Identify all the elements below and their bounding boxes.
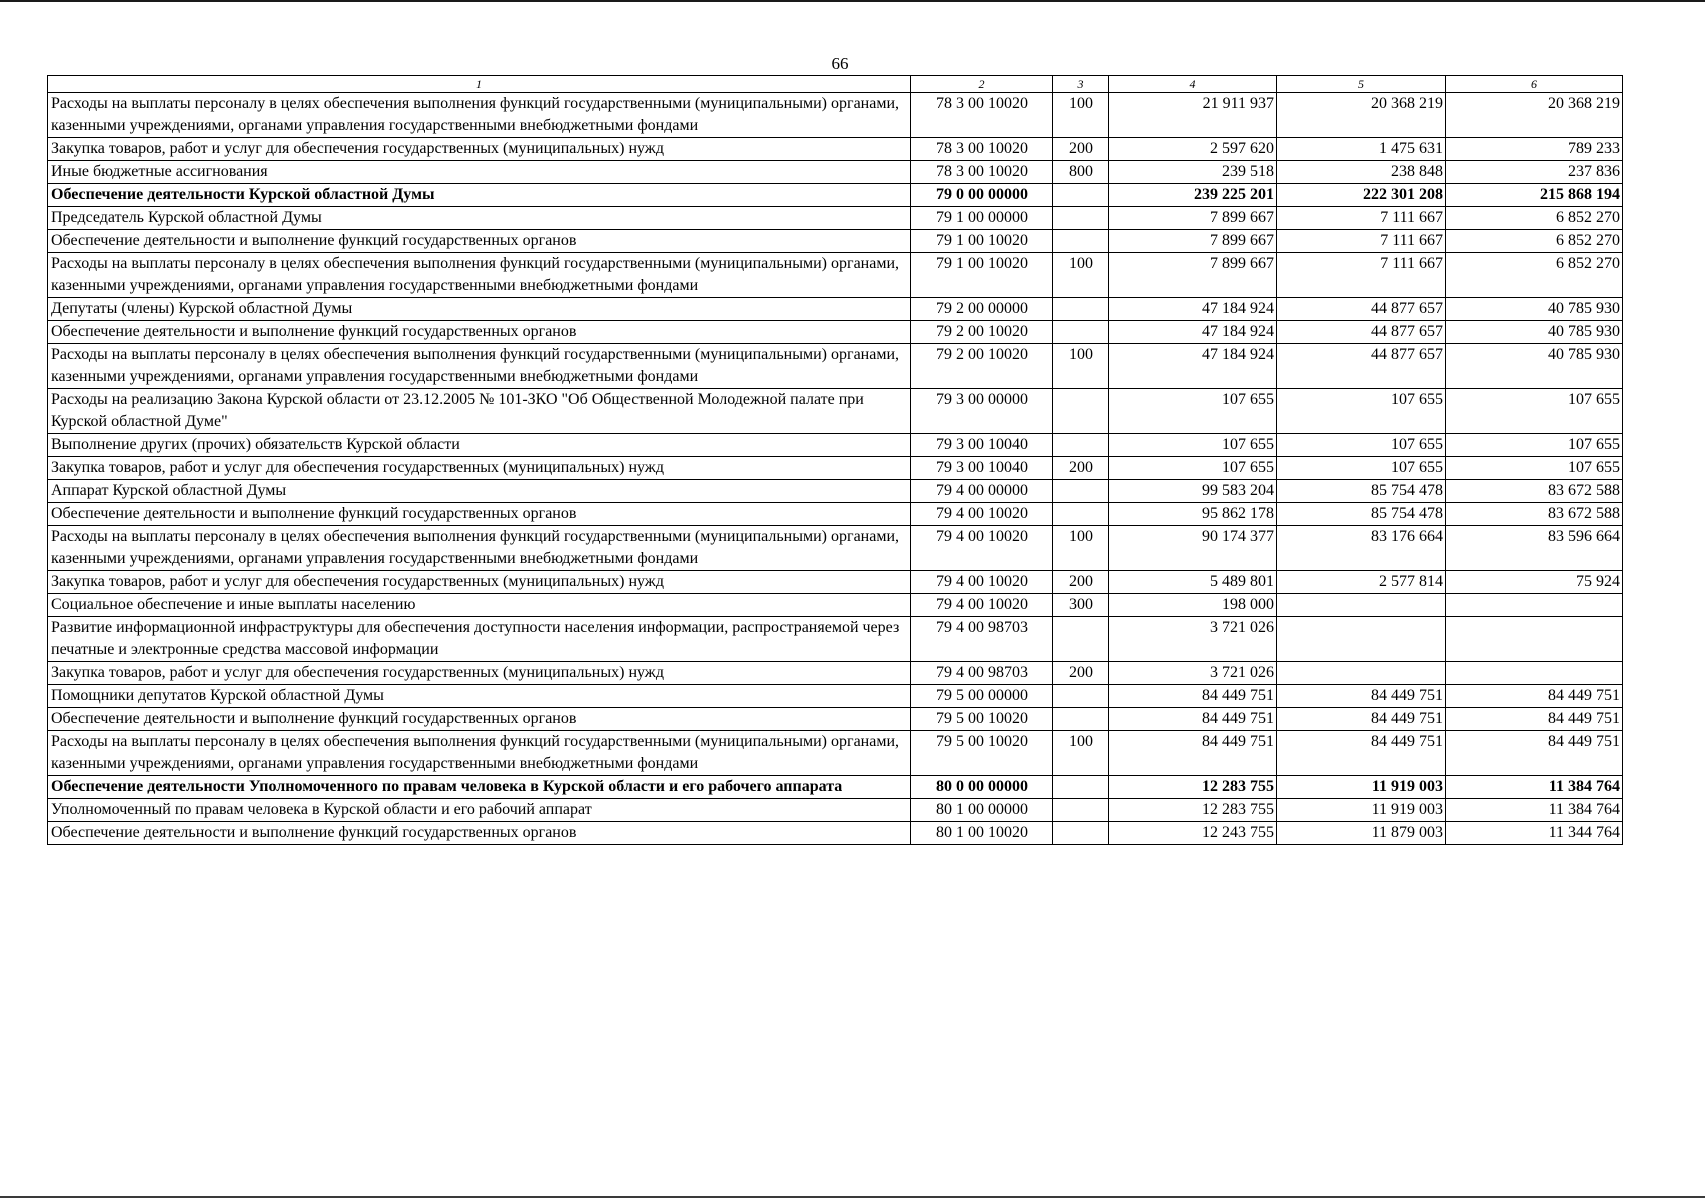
table-row <box>48 207 1623 230</box>
row-amount-year2: 44 877 657 <box>1277 321 1446 344</box>
row-name: Расходы на выплаты персоналу в целях обеспечения выполнения функций государственными (муниципальными) органами, казенными учреждениями, органами управления государственными внебюджетными фондами <box>48 253 911 298</box>
row-code: 79 3 00 10040 <box>911 457 1053 480</box>
row-amount-year2: 11 919 003 <box>1277 799 1446 822</box>
column-number: 5 <box>1277 76 1446 93</box>
row-amount-year2: 11 879 003 <box>1277 822 1446 845</box>
row-amount-year1: 12 243 755 <box>1109 822 1277 845</box>
row-amount-year2 <box>1277 594 1446 617</box>
row-amount-year3: 6 852 270 <box>1446 253 1623 298</box>
row-code: 79 4 00 98703 <box>911 617 1053 662</box>
row-code: 79 5 00 10020 <box>911 708 1053 731</box>
row-name: Уполномоченный по правам человека в Курской области и его рабочий аппарат <box>48 799 911 822</box>
row-expense-type <box>1053 685 1109 708</box>
row-amount-year3: 11 384 764 <box>1446 799 1623 822</box>
row-amount-year2: 238 848 <box>1277 161 1446 184</box>
row-amount-year3 <box>1446 662 1623 685</box>
row-name: Обеспечение деятельности и выполнение функций государственных органов <box>48 822 911 845</box>
table-row <box>48 685 1623 708</box>
row-expense-type <box>1053 708 1109 731</box>
table-row <box>48 457 1623 480</box>
row-amount-year2 <box>1277 662 1446 685</box>
row-amount-year1: 12 283 755 <box>1109 799 1277 822</box>
row-expense-type: 200 <box>1053 571 1109 594</box>
row-name: Социальное обеспечение и иные выплаты населению <box>48 594 911 617</box>
row-name: Закупка товаров, работ и услуг для обеспечения государственных (муниципальных) нужд <box>48 662 911 685</box>
row-amount-year2: 1 475 631 <box>1277 138 1446 161</box>
row-code: 80 0 00 00000 <box>911 776 1053 799</box>
row-code: 79 3 00 10040 <box>911 434 1053 457</box>
table-row <box>48 344 1623 389</box>
row-amount-year3 <box>1446 594 1623 617</box>
row-code: 79 4 00 98703 <box>911 662 1053 685</box>
table-row <box>48 731 1623 776</box>
row-amount-year1: 107 655 <box>1109 389 1277 434</box>
row-amount-year1: 7 899 667 <box>1109 207 1277 230</box>
table-row <box>48 161 1623 184</box>
row-amount-year3: 215 868 194 <box>1446 184 1623 207</box>
row-expense-type: 100 <box>1053 93 1109 138</box>
row-amount-year2: 84 449 751 <box>1277 708 1446 731</box>
row-expense-type: 100 <box>1053 731 1109 776</box>
row-expense-type: 200 <box>1053 138 1109 161</box>
row-amount-year2: 7 111 667 <box>1277 207 1446 230</box>
row-name: Развитие информационной инфраструктуры для обеспечения доступности населения информации, распространяемой через печатные и электронные средства массовой информации <box>48 617 911 662</box>
row-name: Обеспечение деятельности и выполнение функций государственных органов <box>48 503 911 526</box>
row-name: Обеспечение деятельности Курской областной Думы <box>48 184 911 207</box>
row-expense-type: 800 <box>1053 161 1109 184</box>
table-row <box>48 389 1623 434</box>
row-code: 79 0 00 00000 <box>911 184 1053 207</box>
row-amount-year1: 95 862 178 <box>1109 503 1277 526</box>
row-expense-type <box>1053 207 1109 230</box>
row-amount-year3: 6 852 270 <box>1446 230 1623 253</box>
row-name: Выполнение других (прочих) обязательств Курской области <box>48 434 911 457</box>
table-row <box>48 526 1623 571</box>
row-amount-year3: 11 344 764 <box>1446 822 1623 845</box>
row-amount-year3: 40 785 930 <box>1446 298 1623 321</box>
row-code: 79 5 00 00000 <box>911 685 1053 708</box>
row-amount-year1: 198 000 <box>1109 594 1277 617</box>
table-row <box>48 571 1623 594</box>
row-amount-year2: 7 111 667 <box>1277 253 1446 298</box>
row-amount-year3: 83 596 664 <box>1446 526 1623 571</box>
column-number-row <box>48 76 1623 93</box>
row-expense-type <box>1053 184 1109 207</box>
row-name: Обеспечение деятельности и выполнение функций государственных органов <box>48 230 911 253</box>
row-name: Расходы на реализацию Закона Курской области от 23.12.2005 № 101-ЗКО "Об Общественной Молодежной палате при Курской областной Думе" <box>48 389 911 434</box>
row-amount-year2: 84 449 751 <box>1277 685 1446 708</box>
row-expense-type <box>1053 434 1109 457</box>
row-amount-year1: 84 449 751 <box>1109 685 1277 708</box>
scan-edge-bottom <box>0 1196 1705 1198</box>
row-amount-year2: 85 754 478 <box>1277 480 1446 503</box>
row-name: Расходы на выплаты персоналу в целях обеспечения выполнения функций государственными (муниципальными) органами, казенными учреждениями, органами управления государственными внебюджетными фондами <box>48 731 911 776</box>
row-name: Расходы на выплаты персоналу в целях обеспечения выполнения функций государственными (муниципальными) органами, казенными учреждениями, органами управления государственными внебюджетными фондами <box>48 344 911 389</box>
row-code: 79 5 00 10020 <box>911 731 1053 776</box>
table-row <box>48 230 1623 253</box>
row-amount-year3: 237 836 <box>1446 161 1623 184</box>
row-amount-year2: 2 577 814 <box>1277 571 1446 594</box>
row-amount-year2: 7 111 667 <box>1277 230 1446 253</box>
table-row <box>48 253 1623 298</box>
row-code: 79 2 00 10020 <box>911 321 1053 344</box>
page-number: 66 <box>831 54 849 73</box>
row-expense-type: 100 <box>1053 344 1109 389</box>
row-amount-year1: 21 911 937 <box>1109 93 1277 138</box>
row-name: Закупка товаров, работ и услуг для обеспечения государственных (муниципальных) нужд <box>48 138 911 161</box>
row-amount-year1: 5 489 801 <box>1109 571 1277 594</box>
table-row <box>48 662 1623 685</box>
row-amount-year1: 99 583 204 <box>1109 480 1277 503</box>
row-expense-type <box>1053 822 1109 845</box>
row-code: 78 3 00 10020 <box>911 93 1053 138</box>
row-expense-type: 300 <box>1053 594 1109 617</box>
column-number: 2 <box>911 76 1053 93</box>
row-amount-year1: 47 184 924 <box>1109 298 1277 321</box>
row-name: Помощники депутатов Курской областной Думы <box>48 685 911 708</box>
scan-edge-top <box>0 0 1705 2</box>
row-amount-year2: 20 368 219 <box>1277 93 1446 138</box>
table-row <box>48 138 1623 161</box>
row-code: 80 1 00 00000 <box>911 799 1053 822</box>
row-expense-type <box>1053 298 1109 321</box>
row-amount-year2: 11 919 003 <box>1277 776 1446 799</box>
budget-table <box>47 75 1623 845</box>
row-expense-type: 200 <box>1053 662 1109 685</box>
row-amount-year1: 84 449 751 <box>1109 731 1277 776</box>
row-name: Депутаты (члены) Курской областной Думы <box>48 298 911 321</box>
row-amount-year2: 222 301 208 <box>1277 184 1446 207</box>
table-row <box>48 480 1623 503</box>
row-amount-year1: 239 225 201 <box>1109 184 1277 207</box>
row-amount-year3: 75 924 <box>1446 571 1623 594</box>
row-amount-year1: 2 597 620 <box>1109 138 1277 161</box>
row-name: Закупка товаров, работ и услуг для обеспечения государственных (муниципальных) нужд <box>48 571 911 594</box>
table-row <box>48 708 1623 731</box>
row-amount-year1: 3 721 026 <box>1109 617 1277 662</box>
row-amount-year3: 6 852 270 <box>1446 207 1623 230</box>
row-amount-year3: 83 672 588 <box>1446 480 1623 503</box>
row-code: 79 3 00 00000 <box>911 389 1053 434</box>
row-amount-year1: 47 184 924 <box>1109 321 1277 344</box>
row-code: 79 4 00 10020 <box>911 594 1053 617</box>
row-expense-type: 100 <box>1053 526 1109 571</box>
row-name: Закупка товаров, работ и услуг для обеспечения государственных (муниципальных) нужд <box>48 457 911 480</box>
row-expense-type <box>1053 480 1109 503</box>
column-number: 6 <box>1446 76 1623 93</box>
row-amount-year3: 20 368 219 <box>1446 93 1623 138</box>
row-amount-year3: 40 785 930 <box>1446 344 1623 389</box>
row-code: 79 2 00 10020 <box>911 344 1053 389</box>
row-expense-type: 100 <box>1053 253 1109 298</box>
row-amount-year3: 107 655 <box>1446 457 1623 480</box>
table-row <box>48 93 1623 138</box>
row-code: 79 1 00 00000 <box>911 207 1053 230</box>
row-code: 79 1 00 10020 <box>911 253 1053 298</box>
row-expense-type <box>1053 389 1109 434</box>
row-expense-type: 200 <box>1053 457 1109 480</box>
row-amount-year3: 107 655 <box>1446 434 1623 457</box>
row-name: Обеспечение деятельности и выполнение функций государственных органов <box>48 708 911 731</box>
table-row <box>48 776 1623 799</box>
row-amount-year2: 44 877 657 <box>1277 298 1446 321</box>
row-expense-type <box>1053 230 1109 253</box>
row-amount-year1: 107 655 <box>1109 457 1277 480</box>
row-code: 79 4 00 10020 <box>911 503 1053 526</box>
row-code: 78 3 00 10020 <box>911 138 1053 161</box>
row-name: Иные бюджетные ассигнования <box>48 161 911 184</box>
row-name: Расходы на выплаты персоналу в целях обеспечения выполнения функций государственными (муниципальными) органами, казенными учреждениями, органами управления государственными внебюджетными фондами <box>48 93 911 138</box>
row-amount-year1: 7 899 667 <box>1109 253 1277 298</box>
row-amount-year2: 44 877 657 <box>1277 344 1446 389</box>
row-expense-type <box>1053 776 1109 799</box>
row-amount-year3: 40 785 930 <box>1446 321 1623 344</box>
row-expense-type <box>1053 617 1109 662</box>
row-amount-year1: 239 518 <box>1109 161 1277 184</box>
row-code: 79 1 00 10020 <box>911 230 1053 253</box>
table-row <box>48 321 1623 344</box>
row-amount-year1: 84 449 751 <box>1109 708 1277 731</box>
row-amount-year3: 789 233 <box>1446 138 1623 161</box>
row-amount-year3 <box>1446 617 1623 662</box>
row-name: Аппарат Курской областной Думы <box>48 480 911 503</box>
row-amount-year3: 84 449 751 <box>1446 731 1623 776</box>
row-amount-year3: 107 655 <box>1446 389 1623 434</box>
row-amount-year1: 12 283 755 <box>1109 776 1277 799</box>
row-amount-year1: 3 721 026 <box>1109 662 1277 685</box>
row-amount-year2: 85 754 478 <box>1277 503 1446 526</box>
table-row <box>48 822 1623 845</box>
row-amount-year2: 83 176 664 <box>1277 526 1446 571</box>
table-row <box>48 594 1623 617</box>
row-amount-year3: 84 449 751 <box>1446 708 1623 731</box>
table-row <box>48 184 1623 207</box>
row-amount-year1: 7 899 667 <box>1109 230 1277 253</box>
column-number: 4 <box>1109 76 1277 93</box>
row-code: 78 3 00 10020 <box>911 161 1053 184</box>
column-number: 1 <box>48 76 911 93</box>
row-name: Расходы на выплаты персоналу в целях обеспечения выполнения функций государственными (муниципальными) органами, казенными учреждениями, органами управления государственными внебюджетными фондами <box>48 526 911 571</box>
row-amount-year3: 11 384 764 <box>1446 776 1623 799</box>
row-name: Обеспечение деятельности Уполномоченного по правам человека в Курской области и его рабочего аппарата <box>48 776 911 799</box>
row-expense-type <box>1053 503 1109 526</box>
table-row <box>48 799 1623 822</box>
table-row <box>48 434 1623 457</box>
column-number: 3 <box>1053 76 1109 93</box>
row-expense-type <box>1053 799 1109 822</box>
row-amount-year2: 107 655 <box>1277 434 1446 457</box>
row-expense-type <box>1053 321 1109 344</box>
row-code: 79 2 00 00000 <box>911 298 1053 321</box>
row-code: 79 4 00 00000 <box>911 480 1053 503</box>
table-row <box>48 503 1623 526</box>
row-amount-year3: 83 672 588 <box>1446 503 1623 526</box>
table-row <box>48 617 1623 662</box>
row-code: 80 1 00 10020 <box>911 822 1053 845</box>
row-amount-year1: 107 655 <box>1109 434 1277 457</box>
row-name: Обеспечение деятельности и выполнение функций государственных органов <box>48 321 911 344</box>
row-name: Председатель Курской областной Думы <box>48 207 911 230</box>
row-amount-year3: 84 449 751 <box>1446 685 1623 708</box>
row-amount-year2 <box>1277 617 1446 662</box>
row-amount-year1: 90 174 377 <box>1109 526 1277 571</box>
row-code: 79 4 00 10020 <box>911 526 1053 571</box>
row-amount-year2: 84 449 751 <box>1277 731 1446 776</box>
row-amount-year2: 107 655 <box>1277 457 1446 480</box>
row-amount-year1: 47 184 924 <box>1109 344 1277 389</box>
row-amount-year2: 107 655 <box>1277 389 1446 434</box>
row-code: 79 4 00 10020 <box>911 571 1053 594</box>
table-row <box>48 298 1623 321</box>
